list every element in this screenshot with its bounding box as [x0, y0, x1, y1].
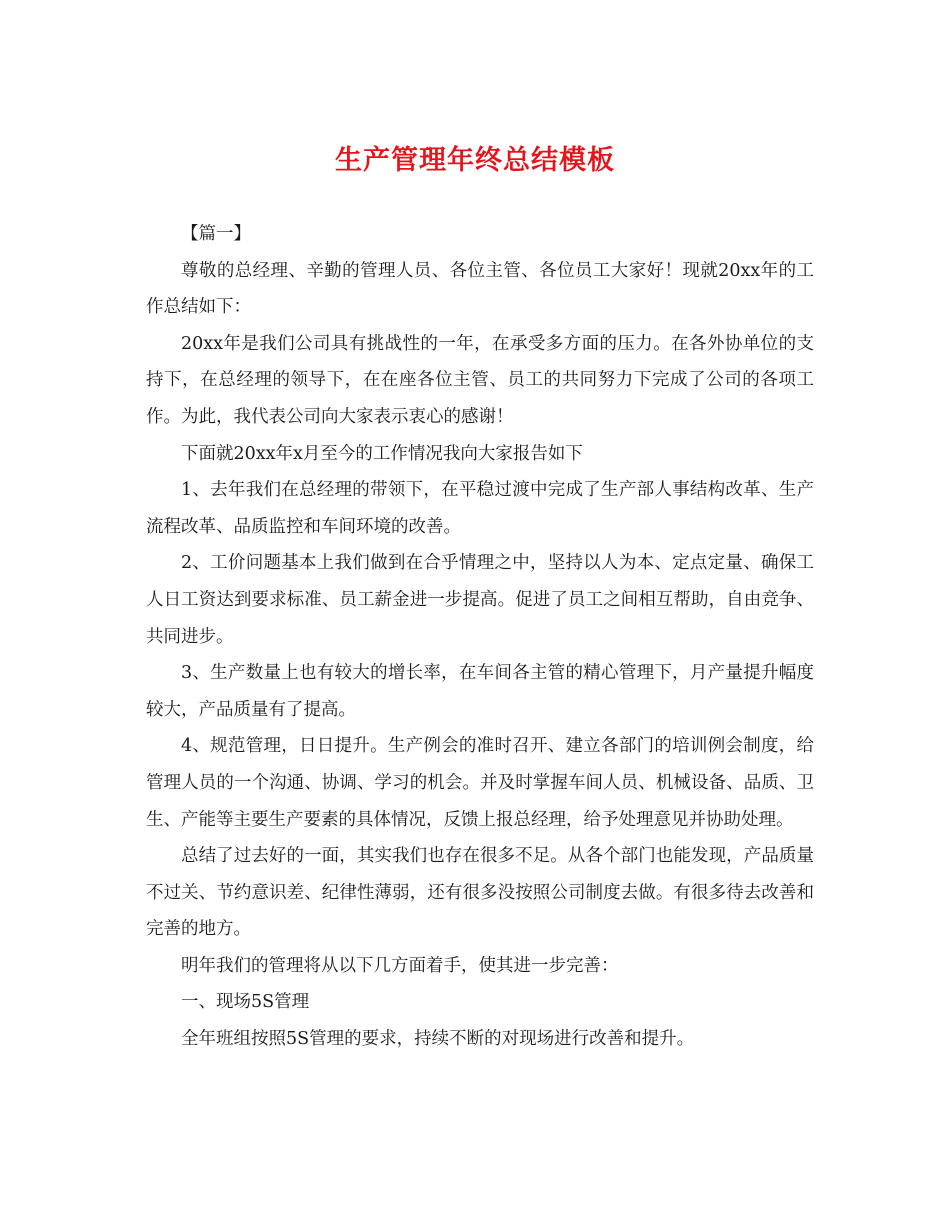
list-item: 4、规范管理，日日提升。生产例会的准时召开、建立各部门的培训例会制度，给管理人员的一个沟通、协调、学习的机会。并及时掌握车间人员、机械设备、品质、卫生、产能等主要生产要素的具体情况，反馈上报总经理，给予处理意见并协助处理。	[146, 736, 814, 830]
paragraph: 总结了过去好的一面，其实我们也存在很多不足。从各个部门也能发现，产品质量不过关、节约意识差、纪律性薄弱，还有很多没按照公司制度去做。有很多待去改善和完善的地方。	[146, 846, 814, 940]
paragraph: 全年班组按照5S管理的要求，持续不断的对现场进行改善和提升。	[181, 1029, 695, 1050]
paragraph: 20xx年是我们公司具有挑战性的一年，在承受多方面的压力。在各外协单位的支持下，在总经理的领导下，在在座各位主管、员工的共同努力下完成了公司的各项工作。为此，我代表公司向大家表示衷心的感谢！	[146, 333, 814, 427]
section-heading: 【篇一】	[181, 224, 251, 244]
paragraph: 明年我们的管理将从以下几方面着手，使其进一步完善：	[181, 955, 619, 976]
list-item: 1、去年我们在总经理的带领下，在平稳过渡中完成了生产部人事结构改革、生产流程改革、品质监控和车间环境的改善。	[146, 480, 814, 537]
paragraph: 尊敬的总经理、辛勤的管理人员、各位主管、各位员工大家好！现就20xx年的工作总结如下：	[146, 260, 814, 318]
subheading: 一、现场5S管理	[181, 992, 310, 1013]
document-title: 生产管理年终总结模板	[335, 145, 615, 176]
list-item: 2、工价问题基本上我们做到在合乎情理之中，坚持以人为本、定点定量、确保工人日工资达到要求标准、员工薪金进一步提高。促进了员工之间相互帮助，自由竞争、共同进步。	[146, 553, 814, 647]
document-body	[146, 216, 814, 1058]
list-item: 3、生产数量上也有较大的增长率，在车间各主管的精心管理下，月产量提升幅度较大，产品质量有了提高。	[146, 663, 814, 720]
paragraph: 下面就20xx年x月至今的工作情况我向大家报告如下	[181, 443, 583, 464]
